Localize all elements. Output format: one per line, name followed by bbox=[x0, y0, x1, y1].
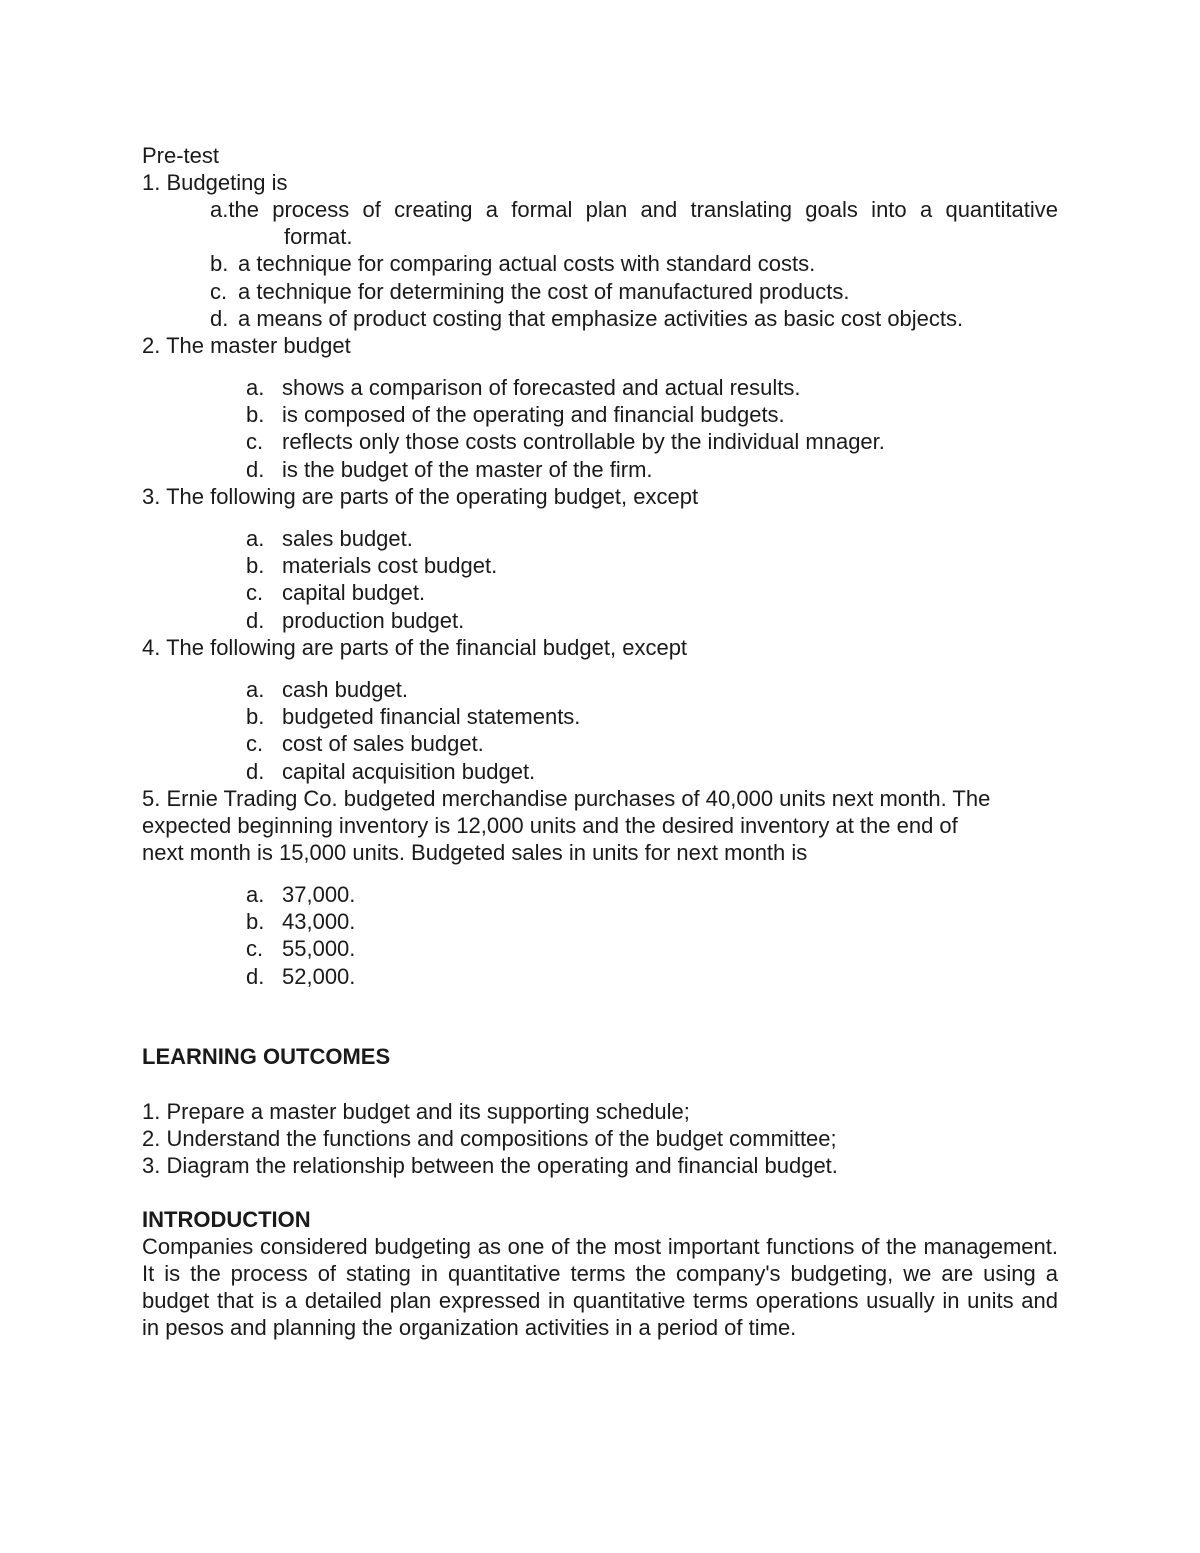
option-letter: d. bbox=[210, 306, 229, 331]
question-5-stem-line-1: 5. Ernie Trading Co. budgeted merchandise purchases of 40,000 units next month. The bbox=[142, 786, 991, 811]
question-1-stem: 1. Budgeting is bbox=[142, 170, 288, 195]
learning-outcome-item: 3. Diagram the relationship between the operating and financial budget. bbox=[142, 1153, 838, 1178]
option-text: reflects only those costs controllable by the individual mnager. bbox=[282, 429, 885, 454]
option-text: 52,000. bbox=[282, 964, 356, 989]
option-text: capital acquisition budget. bbox=[282, 759, 536, 784]
option-text: cash budget. bbox=[282, 677, 408, 702]
option-letter: b. bbox=[210, 251, 229, 276]
option-text: 55,000. bbox=[282, 936, 356, 961]
option-text: sales budget. bbox=[282, 526, 413, 551]
question-3-option-d bbox=[246, 607, 464, 634]
question-2-option-b bbox=[246, 401, 785, 428]
option-letter: b. bbox=[246, 909, 265, 934]
question-1-option-c bbox=[210, 278, 849, 305]
option-text: materials cost budget. bbox=[282, 553, 498, 578]
question-5-option-b bbox=[246, 908, 355, 935]
question-4-option-d bbox=[246, 758, 535, 785]
option-letter: a. bbox=[246, 882, 265, 907]
question-1-option-a bbox=[210, 196, 1058, 223]
option-letter: a. bbox=[210, 197, 229, 222]
question-3-option-c bbox=[246, 579, 425, 606]
question-3-option-b bbox=[246, 552, 497, 579]
question-3-stem: 3. The following are parts of the operating budget, except bbox=[142, 484, 699, 509]
option-text: the process of creating a formal plan and translating goals into a quantitative bbox=[228, 197, 1058, 222]
question-5-stem-line-2: expected beginning inventory is 12,000 units and the desired inventory at the end of bbox=[142, 813, 958, 838]
question-1-option-d bbox=[210, 305, 963, 332]
question-5-option-c bbox=[246, 935, 355, 962]
question-5-stem-line-3: next month is 15,000 units. Budgeted sales in units for next month is bbox=[142, 840, 808, 865]
option-text: 37,000. bbox=[282, 882, 356, 907]
option-text: a technique for comparing actual costs with standard costs. bbox=[238, 251, 816, 276]
question-1-option-b bbox=[210, 250, 815, 277]
option-letter: c. bbox=[246, 429, 264, 454]
introduction-paragraph: Companies considered budgeting as one of the most important functions of the management. It is the process of stating in quantitative terms the company's budgeting, we are using a budget that is a detailed plan expressed in quantitative terms operations usually in units and in pesos and planning the organization activities in a period of time. bbox=[142, 1234, 1058, 1340]
question-4-stem: 4. The following are parts of the financial budget, except bbox=[142, 635, 688, 660]
question-3-option-a bbox=[246, 525, 413, 552]
option-letter: c. bbox=[246, 731, 264, 756]
option-text: budgeted financial statements. bbox=[282, 704, 581, 729]
option-letter: b. bbox=[246, 704, 265, 729]
option-letter: a. bbox=[246, 677, 265, 702]
option-letter: d. bbox=[246, 457, 265, 482]
option-text: capital budget. bbox=[282, 580, 426, 605]
question-4-option-c bbox=[246, 730, 484, 757]
option-text: production budget. bbox=[282, 608, 465, 633]
option-letter: d. bbox=[246, 964, 265, 989]
introduction-heading: INTRODUCTION bbox=[142, 1207, 311, 1232]
option-letter: d. bbox=[246, 759, 265, 784]
option-text: a means of product costing that emphasize activities as basic cost objects. bbox=[238, 306, 964, 331]
option-text: shows a comparison of forecasted and actual results. bbox=[282, 375, 801, 400]
option-letter: b. bbox=[246, 402, 265, 427]
option-letter: a. bbox=[246, 375, 265, 400]
question-2-option-a bbox=[246, 374, 801, 401]
learning-outcome-item: 2. Understand the functions and compositions of the budget committee; bbox=[142, 1126, 837, 1151]
question-4-option-b bbox=[246, 703, 580, 730]
question-5-option-d bbox=[246, 963, 355, 990]
option-letter: c. bbox=[246, 936, 264, 961]
learning-outcomes-heading: LEARNING OUTCOMES bbox=[142, 1044, 391, 1069]
question-5-option-a bbox=[246, 881, 355, 908]
learning-outcome-item: 1. Prepare a master budget and its supporting schedule; bbox=[142, 1099, 690, 1124]
option-text: a technique for determining the cost of manufactured products. bbox=[238, 279, 850, 304]
option-letter: a. bbox=[246, 526, 265, 551]
option-text: cost of sales budget. bbox=[282, 731, 484, 756]
option-letter: c. bbox=[210, 279, 228, 304]
option-letter: d. bbox=[246, 608, 265, 633]
question-2-option-c bbox=[246, 428, 885, 455]
option-letter: c. bbox=[246, 580, 264, 605]
option-text: is composed of the operating and financial budgets. bbox=[282, 402, 785, 427]
question-2-option-d bbox=[246, 456, 653, 483]
question-4-option-a bbox=[246, 676, 408, 703]
question-1-option-a-continued: format. bbox=[284, 224, 353, 249]
option-letter: b. bbox=[246, 553, 265, 578]
option-text: 43,000. bbox=[282, 909, 356, 934]
pretest-title: Pre-test bbox=[142, 143, 220, 168]
option-text: is the budget of the master of the firm. bbox=[282, 457, 653, 482]
question-2-stem: 2. The master budget bbox=[142, 333, 351, 358]
